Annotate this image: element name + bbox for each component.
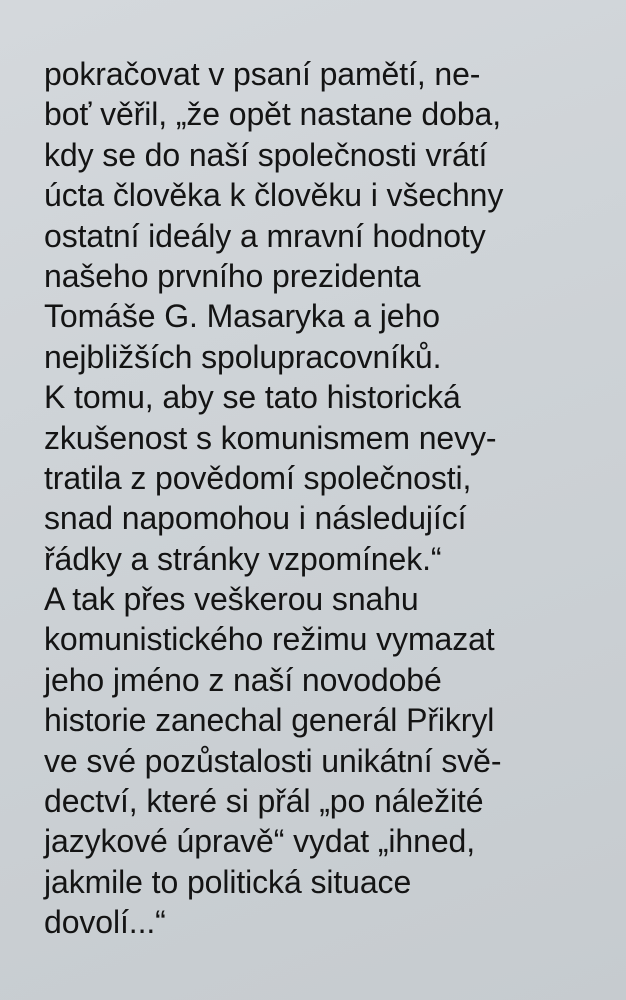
text-line: nejbližších spolupracovníků. — [44, 338, 442, 375]
text-line: zkušenost s komunismem nevy- — [44, 419, 497, 456]
text-line: ve své pozůstalosti unikátní svě- — [44, 742, 502, 779]
text-line: dectví, které si přál „po náležité — [44, 783, 484, 820]
text-line: řádky a stránky vzpomínek.“ — [44, 540, 442, 577]
text-line: K tomu, aby se tato historická — [44, 379, 461, 416]
text-line: pokračovat v psaní pamětí, ne- — [44, 56, 481, 92]
text-line: kdy se do naší společnosti vrátí — [44, 136, 488, 173]
text-line: komunistického režimu vymazat — [44, 621, 495, 658]
text-line: dovolí...“ — [44, 904, 166, 941]
text-line: úcta člověka k člověku i všechny — [44, 177, 504, 214]
text-line: snad napomohou i následující — [44, 500, 467, 537]
text-line: našeho prvního prezidenta — [44, 257, 421, 294]
text-line: jakmile to politická situace — [44, 863, 412, 900]
text-line: Tomáše G. Masaryka a jeho — [44, 298, 440, 335]
text-line: ostatní ideály a mravní hodnoty — [44, 217, 486, 254]
text-line: A tak přes veškerou snahu — [44, 581, 419, 618]
text-line: tratila z povědomí společnosti, — [44, 459, 472, 496]
text-line: jeho jméno z naší novodobé — [44, 661, 442, 698]
text-line: jazykové úpravě“ vydat „ihned, — [44, 823, 476, 860]
text-line: historie zanechal generál Přikryl — [44, 702, 495, 739]
text-line: boť věřil, „že opět nastane doba, — [44, 96, 501, 133]
body-text — [44, 54, 614, 943]
